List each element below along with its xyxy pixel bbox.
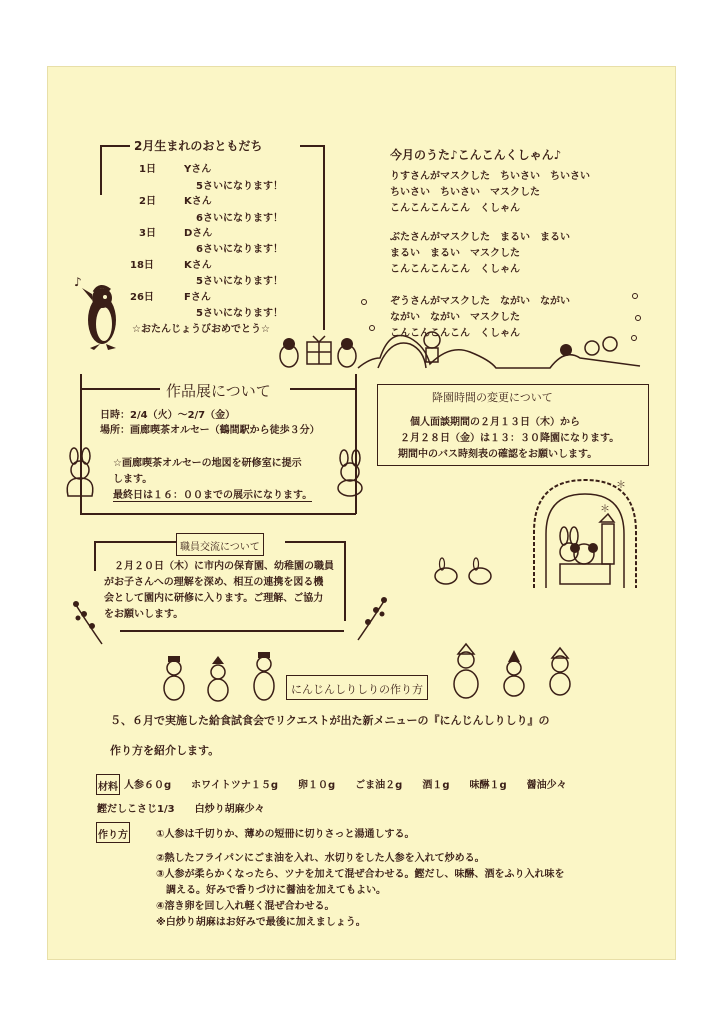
dismissal-line: 期間中のバス時刻表の確認をお願いします。 bbox=[398, 449, 598, 460]
birthday-name: Kさん bbox=[184, 196, 212, 207]
birthday-name: Fさん bbox=[184, 292, 211, 303]
staff-line: をお願いします。 bbox=[104, 609, 184, 620]
staff-title-box bbox=[176, 533, 264, 556]
svg-text:＊: ＊ bbox=[600, 504, 610, 515]
birthday-name: Kさん bbox=[184, 260, 212, 271]
birthday-title: 2月生まれのおともだち bbox=[134, 139, 263, 153]
birthday-age: 5さいになります！ bbox=[196, 308, 283, 319]
recipe-intro: ５、６月で実施した給食試食会でリクエストが出た新メニューの『にんじんしりしり』の bbox=[110, 714, 550, 727]
ingredients-list: 鰹だしこさじ1/3 白炒り胡麻少々 bbox=[97, 804, 265, 815]
birthday-name: Dさん bbox=[184, 228, 213, 239]
birthday-name: Yさん bbox=[184, 164, 212, 175]
birthday-age: 6さいになります！ bbox=[196, 244, 283, 255]
arch-animals-illustration-icon bbox=[520, 472, 650, 592]
dismissal-title: 降園時間の変更について bbox=[432, 391, 553, 404]
recipe-title-box bbox=[286, 675, 428, 700]
birthday-day: 2日 bbox=[139, 196, 156, 207]
exhibition-place: 場所：画廊喫茶オルセー（鶴間駅から徒歩３分） bbox=[100, 425, 320, 436]
exhibition-note: します。 bbox=[113, 474, 153, 485]
snowmen-right-icon bbox=[448, 642, 578, 702]
steps-label-box bbox=[96, 822, 130, 843]
staff-line: 会として園内に研修に入ります。ご理解、ご協力 bbox=[104, 593, 324, 604]
ingredients-label-box bbox=[96, 774, 120, 795]
recipe-step: ①人参は千切りか、薄めの短冊に切りさっと湯通しする。 bbox=[156, 829, 415, 840]
recipe-intro: 作り方を紹介します。 bbox=[110, 744, 220, 757]
ingredients-label: 材料 bbox=[98, 782, 118, 793]
svg-text:♪: ♪ bbox=[74, 275, 82, 289]
exhibition-title: 作品展について bbox=[166, 382, 271, 400]
steps-label: 作り方 bbox=[98, 830, 128, 841]
staff-line: ２月２０日（木）に市内の保育園、幼稚園の職員 bbox=[114, 561, 334, 572]
exhibition-note: ☆画廊喫茶オルセーの地図を研修室に提示 bbox=[113, 458, 302, 469]
recipe-step: ※白炒り胡麻はお好みで最後に加えましょう。 bbox=[156, 917, 366, 928]
staff-line: がお子さんへの理解を深め、相互の連携を図る機 bbox=[104, 577, 324, 588]
recipe-step: ③人参が柔らかくなったら、ツナを加えて混ぜ合わせる。鰹だし、味醂、酒をふり入れ味を bbox=[156, 869, 565, 880]
dismissal-line: 個人面談期間の２月１３日（木）から bbox=[410, 417, 580, 428]
snow-hills-illustration-icon bbox=[350, 288, 650, 378]
flower-branch-right-icon bbox=[352, 592, 392, 642]
song-line: ぞうさんがマスクした ながい ながい bbox=[390, 296, 570, 307]
recipe-step: ④溶き卵を回し入れ軽く混ぜ合わせる。 bbox=[156, 901, 335, 912]
birthday-age: 6さいになります！ bbox=[196, 213, 283, 224]
recipe-step: ②熱したフライパンにごま油を入れ、水切りをした人参を入れて炒める。 bbox=[156, 853, 485, 864]
rabbit-left-icon bbox=[60, 448, 104, 498]
birthday-day: 18日 bbox=[130, 260, 154, 271]
birthday-message: ☆おたんじょうびおめでとう☆ bbox=[132, 324, 270, 335]
song-line: りすさんがマスクした ちいさい ちいさい bbox=[390, 171, 590, 182]
song-line: ぶたさんがマスクした まるい まるい bbox=[390, 232, 570, 243]
rabbit-right-icon bbox=[328, 448, 372, 498]
song-line: まるい まるい マスクした bbox=[390, 248, 520, 259]
birthday-day: 3日 bbox=[139, 228, 156, 239]
song-line: こんこんこんこん くしゃん bbox=[390, 264, 520, 275]
birthday-day: 26日 bbox=[130, 292, 154, 303]
small-rabbits-icon bbox=[432, 558, 502, 588]
birthday-age: 5さいになります！ bbox=[196, 276, 283, 287]
recipe-title: にんじんしりしりの作り方 bbox=[291, 683, 423, 696]
song-line: ちいさい ちいさい マスクした bbox=[390, 187, 540, 198]
song-line: こんこんこんこん くしゃん bbox=[390, 203, 520, 214]
exhibition-date: 日時：2/4（火）～2/7（金） bbox=[100, 410, 236, 421]
exhibition-last-day-note: 最終日は１６：００までの展示になります。 bbox=[113, 486, 312, 502]
svg-text:＊: ＊ bbox=[616, 480, 626, 491]
snowmen-left-icon bbox=[160, 648, 280, 708]
flower-branch-left-icon bbox=[68, 596, 108, 646]
dismissal-line: ２月２８日（金）は１３：３０降園になります。 bbox=[400, 433, 620, 444]
birthday-day: 1日 bbox=[139, 164, 156, 175]
penguin-illustration-icon bbox=[70, 272, 130, 352]
song-line: ながい ながい マスクした bbox=[390, 312, 520, 323]
song-title: 今月のうた♪こんこんくしゃん♪ bbox=[390, 148, 562, 162]
staff-title: 職員交流について bbox=[180, 542, 260, 553]
song-line: こんこんこんこん くしゃん bbox=[390, 328, 520, 339]
recipe-step: 調える。好みで香りづけに醤油を加えてもよい。 bbox=[156, 885, 386, 896]
birthday-age: 5さいになります！ bbox=[196, 181, 283, 192]
ingredients-list: 人参６０g ホワイトツナ１５g 卵１０g ごま油２g 酒１g 味醂１g 醤油少々 bbox=[124, 780, 567, 791]
